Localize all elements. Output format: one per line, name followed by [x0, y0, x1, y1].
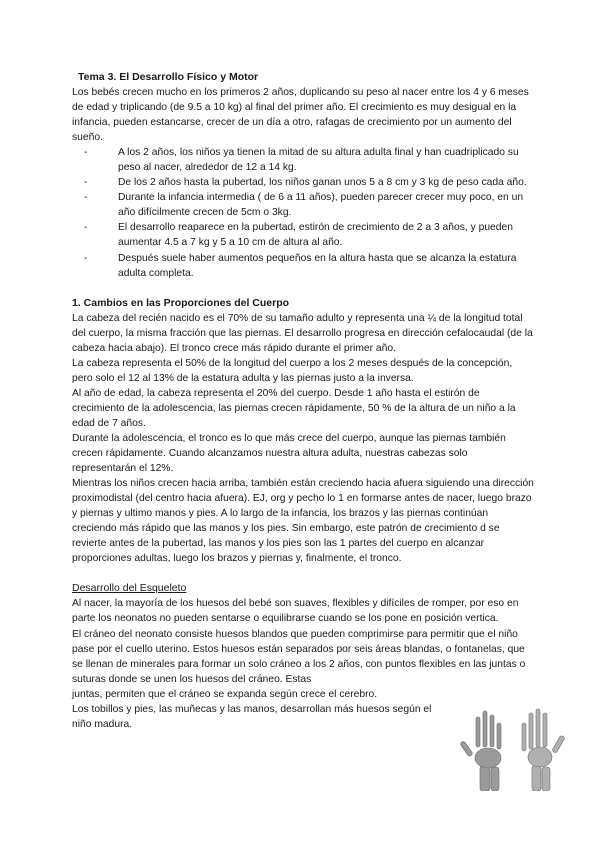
section-heading-proportions: 1. Cambios en las Proporciones del Cuerpo [72, 296, 290, 309]
paragraph: Al nacer, la mayoría de los huesos del bebé son suaves, flexibles y difíciles de romper, por eso en parte los neonatos no pueden sentarse o equilibrarse cuando se los pone en posición vertica. [72, 598, 519, 625]
hand-xray-image [450, 703, 570, 791]
section-heading-skeleton: Desarrollo del Esqueleto [72, 582, 187, 595]
intro-paragraph: Los bebés crecen mucho en los primeros 2 años, duplicando su peso al nacer entre los 4 y 6 meses de edad y triplicando (de 9.5 a 10 kg) al final del primer año. El crecimiento es muy desigual en la infancia, pueden estancarse, crecer de un día a otro, rafagas de crecimiento por un aumento del sueño. [72, 87, 529, 144]
list-item: - Después suele haber aumentos pequeños en la altura hasta que se alcanza la estatura adulta completa. [84, 252, 517, 279]
paragraph: Al año de edad, la cabeza representa el 20% del cuerpo. Desde 1 año hasta el estirón de crecimiento de la adolescencia, las piernas crecen rápidamente, 50 % de la altura de un niño a la edad de 7 años. [72, 387, 516, 429]
growth-bullet-list [72, 145, 534, 280]
paragraph: La cabeza representa el 50% de la longitud del cuerpo a los 2 meses después de la concepción, pero solo el 12 al 13% de la estatura adulta y las piernas justo a la inversa. [72, 357, 513, 384]
paragraph: juntas, permiten que el cráneo se expanda según crece el cerebro. [72, 688, 378, 700]
list-item: - De los 2 años hasta la pubertad, los niños ganan unos 5 a 8 cm y 3 kg de peso cada año. [84, 177, 527, 189]
paragraph: Los tobillos y pies, las muñecas y las manos, desarrollan más huesos según el niño madura. [72, 703, 432, 730]
paragraph: Mientras los niños crecen hacia arriba, también están creciendo hacia afuera siguiendo una dirección proximodistal (del centro hacia afuera). EJ, org y pecho lo 1 en formarse antes de nacer, luego brazo y piernas y ultimo manos y pies. A lo largo de la infancia, los brazos y las piernas continúan creciendo más rápido que las manos y los pies. Sin embargo, este patrón de crecimiento d se revierte antes de la pubertad, las manos y los pies son las 1 partes del cuerpo en alcanzar proporciones adultas, luego los brazos y piernas y, finalmente, el tronco. [72, 478, 534, 565]
paragraph: La cabeza del recién nacido es el 70% de su tamaño adulto y representa una ¼ de la longitud total del cuerpo, la misma fracción que las piernas. El desarrollo progresa en dirección cefalocaudal (de la cabeza hacia abajo). El tronco crece más rápido durante el primer año. [72, 312, 533, 354]
document-body [72, 70, 534, 732]
document-title: Tema 3. El Desarrollo Físico y Motor [78, 71, 259, 83]
paragraph: El cráneo del neonato consiste huesos blandos que pueden comprimirse para permitir que el niño pase por el cuello uterino. Estos huesos están separados por seis áreas blandas, o fontanelas, que se llenan de minerales para formar un solo cráneo a los 2 años, con puntos flexibles en las juntas o suturas donde se unen los huesos del cráneo. Estas [72, 628, 526, 685]
list-item: - El desarrollo reaparece en la pubertad, estirón de crecimiento de 2 a 3 años, y pueden aumentar 4.5 a 7 kg y 5 a 10 cm de altura al año. [84, 222, 513, 249]
list-item: - A los 2 años, los niños ya tienen la mitad de su altura adulta final y han cuadriplicado su peso al nacer, alrededor de 12 a 14 kg. [84, 147, 519, 174]
paragraph: Durante la adolescencia, el tronco es lo que más crece del cuerpo, aunque las piernas también crecen rápidamente. Cuando alcanzamos nuestra altura adulta, nuestras cabezas solo representarán el 12%. [72, 432, 506, 475]
list-item: - Durante la infancia intermedia ( de 6 a 11 años), pueden parecer crecer muy poco, en un año difícilmente crecen de 5cm o 3kg. [84, 192, 524, 219]
